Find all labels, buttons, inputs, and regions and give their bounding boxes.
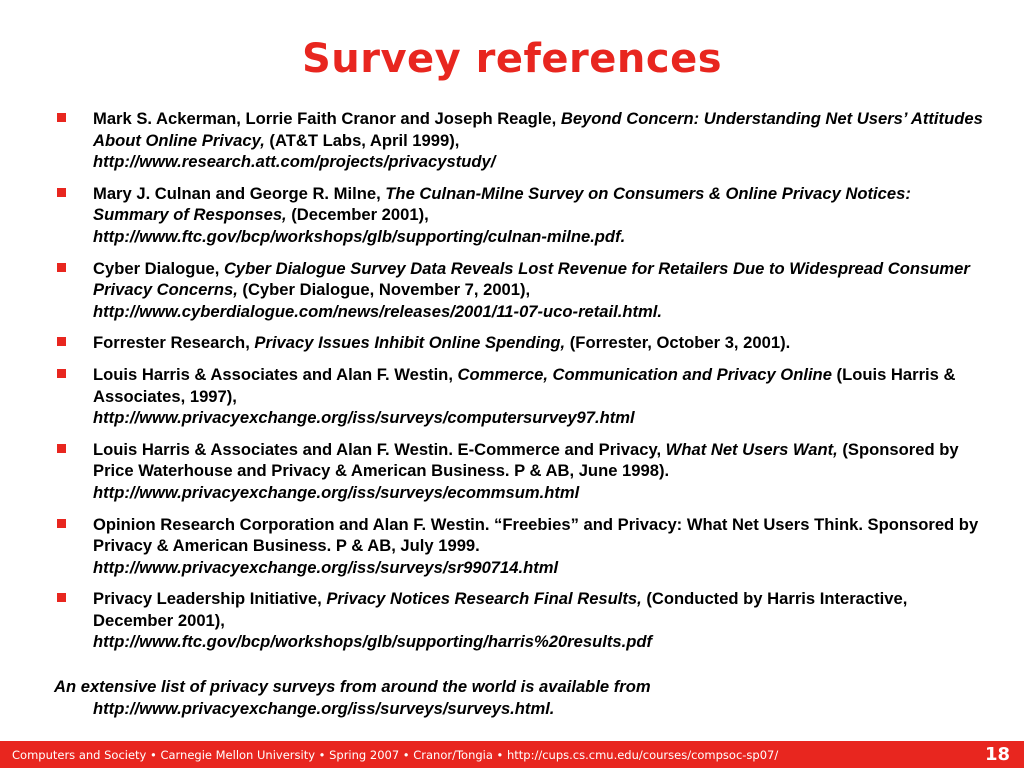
reference-authors: Opinion Research Corporation and Alan F. Westin. “Freebies” and Privacy: What Net Users Think. Sponsored by Privacy & American Business. P & AB, July 1999.	[93, 514, 979, 556]
square-bullet-icon	[57, 113, 66, 122]
reference-authors: Louis Harris & Associates and Alan F. Westin,	[93, 364, 458, 384]
reference-url[interactable]: http://www.privacyexchange.org/iss/surveys/ecommsum.html	[93, 482, 580, 502]
reference-title: Cyber Dialogue Survey Data Reveals Lost Revenue for Retailers Due to Widespread Consumer Privacy Concerns,	[93, 258, 970, 300]
slide-number: 18	[984, 744, 1010, 765]
reference-title: Privacy Notices Research Final Results,	[326, 589, 642, 609]
survey-list-note	[54, 676, 984, 719]
reference-details: (Cyber Dialogue, November 7, 2001),	[237, 280, 531, 300]
reference-authors: Forrester Research,	[93, 333, 255, 353]
slide-title: Survey references	[301, 36, 723, 82]
reference-item	[54, 514, 984, 579]
reference-title: Commerce, Communication and Privacy Online	[457, 364, 832, 384]
reference-item	[54, 258, 984, 323]
reference-details: (Sponsored by Price Waterhouse and Privacy & American Business. P & AB, June 1998).	[93, 439, 959, 481]
reference-authors: Cyber Dialogue,	[93, 258, 224, 278]
note-text: An extensive list of privacy surveys from around the world is available from	[54, 677, 651, 696]
reference-url[interactable]: http://www.privacyexchange.org/iss/surveys/sr990714.html	[93, 557, 559, 577]
footer-text: Computers and Society • Carnegie Mellon University • Spring 2007 • Cranor/Tongia • http://cups.cs.cmu.edu/courses/compsoc-sp07/	[12, 748, 779, 762]
square-bullet-icon	[57, 593, 66, 602]
square-bullet-icon	[57, 188, 66, 197]
reference-item	[54, 364, 984, 429]
reference-url[interactable]: http://www.cyberdialogue.com/news/releases/2001/11-07-uco-retail.html.	[93, 301, 662, 321]
footer-bar	[0, 741, 1024, 768]
square-bullet-icon	[57, 369, 66, 378]
reference-authors: Mary J. Culnan and George R. Milne,	[93, 183, 386, 203]
reference-title: The Culnan-Milne Survey on Consumers & Online Privacy Notices: Summary of Responses,	[93, 183, 911, 225]
reference-details: (December 2001),	[286, 205, 429, 225]
reference-item	[54, 439, 984, 504]
reference-url[interactable]: http://www.privacyexchange.org/iss/surveys/computersurvey97.html	[93, 408, 635, 428]
square-bullet-icon	[57, 337, 66, 346]
reference-details: (Louis Harris & Associates, 1997),	[93, 364, 956, 406]
reference-authors: Privacy Leadership Initiative,	[93, 589, 327, 609]
reference-item	[54, 332, 984, 354]
square-bullet-icon	[57, 263, 66, 272]
square-bullet-icon	[57, 444, 66, 453]
note-url[interactable]: http://www.privacyexchange.org/iss/surveys/surveys.html.	[93, 698, 555, 718]
reference-authors: Louis Harris & Associates and Alan F. Westin. E-Commerce and Privacy,	[93, 439, 666, 459]
reference-url[interactable]: http://www.ftc.gov/bcp/workshops/glb/supporting/culnan-milne.pdf.	[93, 226, 626, 246]
reference-url[interactable]: http://www.ftc.gov/bcp/workshops/glb/supporting/harris%20results.pdf	[93, 632, 653, 652]
reference-title: What Net Users Want,	[665, 439, 838, 459]
reference-list	[54, 108, 984, 663]
reference-title: Beyond Concern: Understanding Net Users’ Attitudes About Online Privacy,	[93, 109, 983, 150]
reference-url[interactable]: http://www.research.att.com/projects/privacystudy/	[93, 152, 496, 172]
reference-details: (Forrester, October 3, 2001).	[565, 333, 791, 353]
reference-authors: Mark S. Ackerman, Lorrie Faith Cranor and Joseph Reagle,	[93, 109, 561, 128]
reference-item	[54, 588, 984, 653]
reference-details: (AT&T Labs, April 1999),	[264, 130, 460, 150]
reference-details: (Conducted by Harris Interactive, December 2001),	[93, 589, 908, 630]
reference-item	[54, 183, 984, 248]
square-bullet-icon	[57, 519, 66, 528]
reference-title: Privacy Issues Inhibit Online Spending,	[254, 333, 566, 353]
reference-item	[54, 108, 984, 173]
